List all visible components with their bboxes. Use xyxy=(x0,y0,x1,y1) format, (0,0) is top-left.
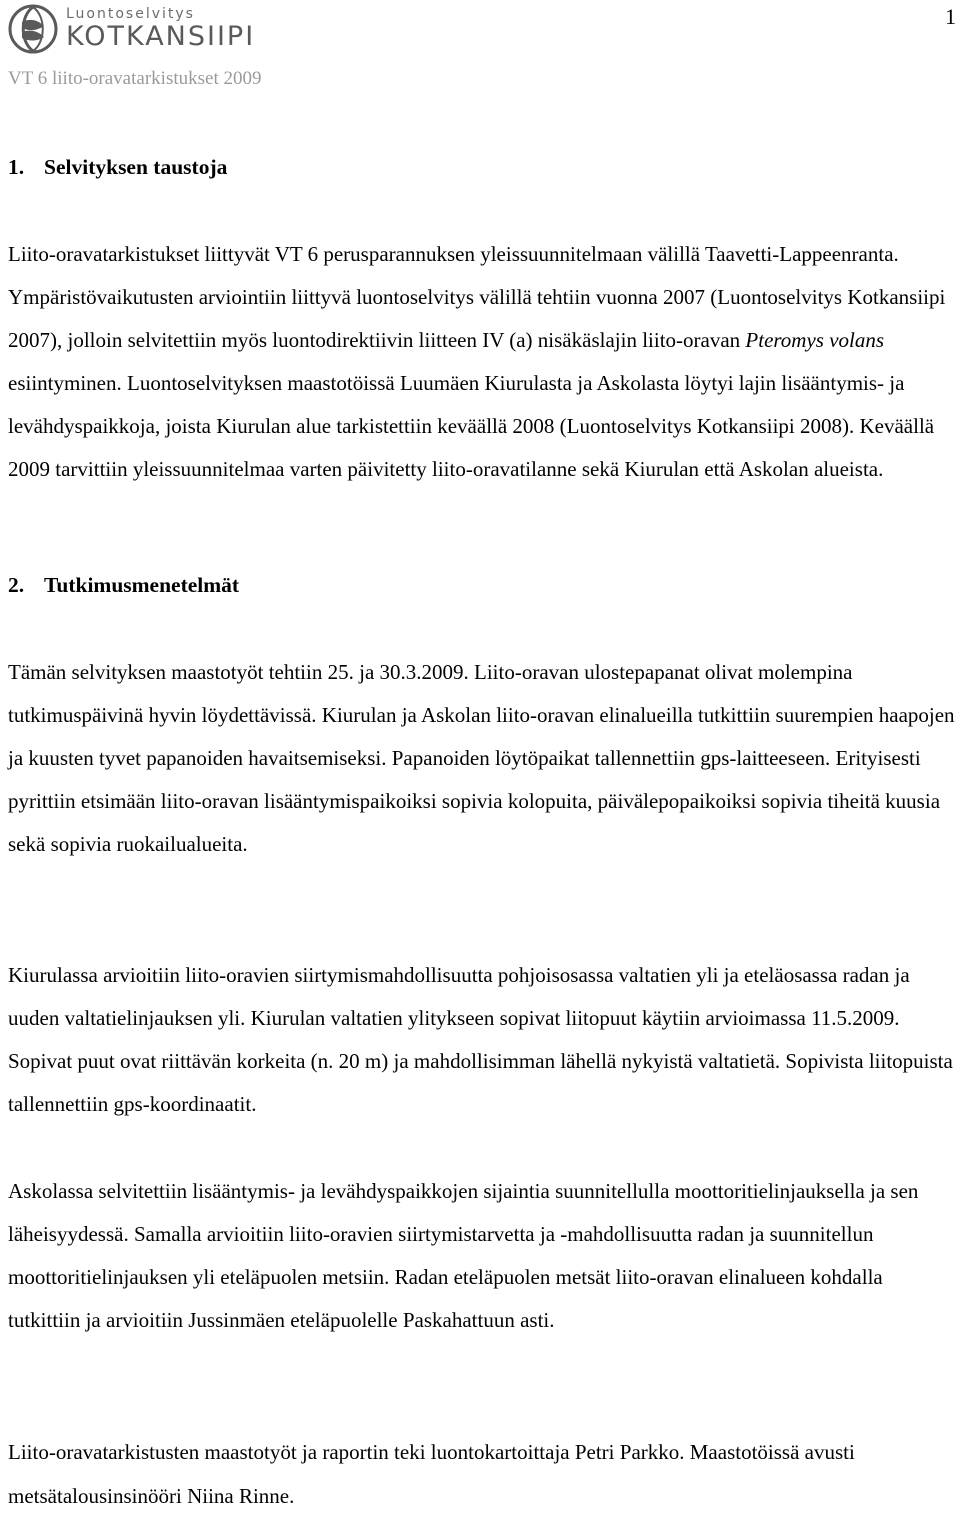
paragraph-background xyxy=(8,233,956,491)
running-head: VT 6 liito-oravatarkistukset 2009 xyxy=(8,68,262,89)
section-heading-2 xyxy=(8,570,239,600)
paragraph-methods: Tämän selvityksen maastotyöt tehtiin 25. ja 30.3.2009. Liito-oravan ulostepapanat olivat molempina tutkimuspäivinä hyvin löydettävissä. Kiurulan ja Askolan liito-oravan elinalueilla tutkittiin suurempien haapojen ja kuusten tyvet papanoiden havaitsemiseksi. Papanoiden löytöpaikat tallennettiin gps-laitteeseen. Erityisesti pyrittiin etsimään liito-oravan lisääntymispaikoiksi sopivia kolopuita, päivälepopaikoiksi sopivia tiheitä kuusia sekä sopivia ruokailualueita. xyxy=(8,660,955,856)
logo-big-text: KOTKANSIIPI xyxy=(66,21,256,52)
section-title: Tutkimusmenetelmät xyxy=(44,573,240,597)
logo-small-text: Luontoselvitys xyxy=(66,6,195,22)
section-heading-1 xyxy=(8,152,227,182)
kotkansiipi-logo xyxy=(8,3,255,55)
species-name: Pteromys volans xyxy=(745,328,885,352)
paragraph-credits: Liito-oravatarkistusten maastotyöt ja raportin teki luontokartoittaja Petri Parkko. Maastotöissä avusti metsätalousinsinööri Niina Rinne. xyxy=(8,1440,855,1508)
paragraph-askola: Askolassa selvitettiin lisääntymis- ja levähdyspaikkojen sijaintia suunnitellulla moottoritielinjauksella ja sen läheisyydessä. Samalla arvioitiin liito-oravien siirtymistarvetta ja -mahdollisuutta radan ja suunnitellun moottoritielinjauksen yli eteläpuolen metsiin. Radan eteläpuolen metsät liito-oravan elinalueen kohdalla tutkittiin ja arvioitiin Jussinmäen eteläpuolelle Paskahattuun asti. xyxy=(8,1179,919,1332)
page-number: 1 xyxy=(945,4,956,29)
section-number: 1. xyxy=(8,155,25,179)
paragraph-text: Liito-oravatarkistukset liittyvät VT 6 perusparannuksen yleissuunnitelmaan välillä Taavetti-Lappeenranta. Ympäristövaikutusten arviointiin liittyvä luontoselvitys välillä tehtiin vuonna 2007 (Luontoselvitys Kotkansiipi 2007), jolloin selvitettiin myös luontodirektiivin liitteen IV (a) nisäkäslajin liito-oravan xyxy=(8,242,946,352)
paragraph-kiurula: Kiurulassa arvioitiin liito-oravien siirtymismahdollisuutta pohjoisosassa valtatien yli ja eteläosassa radan ja uuden valtatielinjauksen yli. Kiurulan valtatien ylitykseen sopivat liitopuut käytiin arvioimassa 11.5.2009. Sopivat puut ovat riittävän korkeita (n. 20 m) ja mahdollisimman lähellä nykyistä valtatietä. Sopivista liitopuista tallennettiin gps-koordinaatit. xyxy=(8,963,953,1116)
logo-emblem-icon xyxy=(8,4,58,54)
section-number: 2. xyxy=(8,573,25,597)
section-title: Selvityksen taustoja xyxy=(44,155,228,179)
paragraph-text: esiintyminen. Luontoselvityksen maastotöissä Luumäen Kiurulasta ja Askolasta löytyi lajin lisääntymis- ja levähdyspaikkoja, joista Kiurulan alue tarkistettiin keväällä 2008 (Luontoselvitys Kotkansiipi 2008). Keväällä 2009 tarvittiin yleissuunnitelmaa varten päivitetty liito-oravatilanne sekä Kiurulan että Askolan alueista. xyxy=(8,371,935,481)
